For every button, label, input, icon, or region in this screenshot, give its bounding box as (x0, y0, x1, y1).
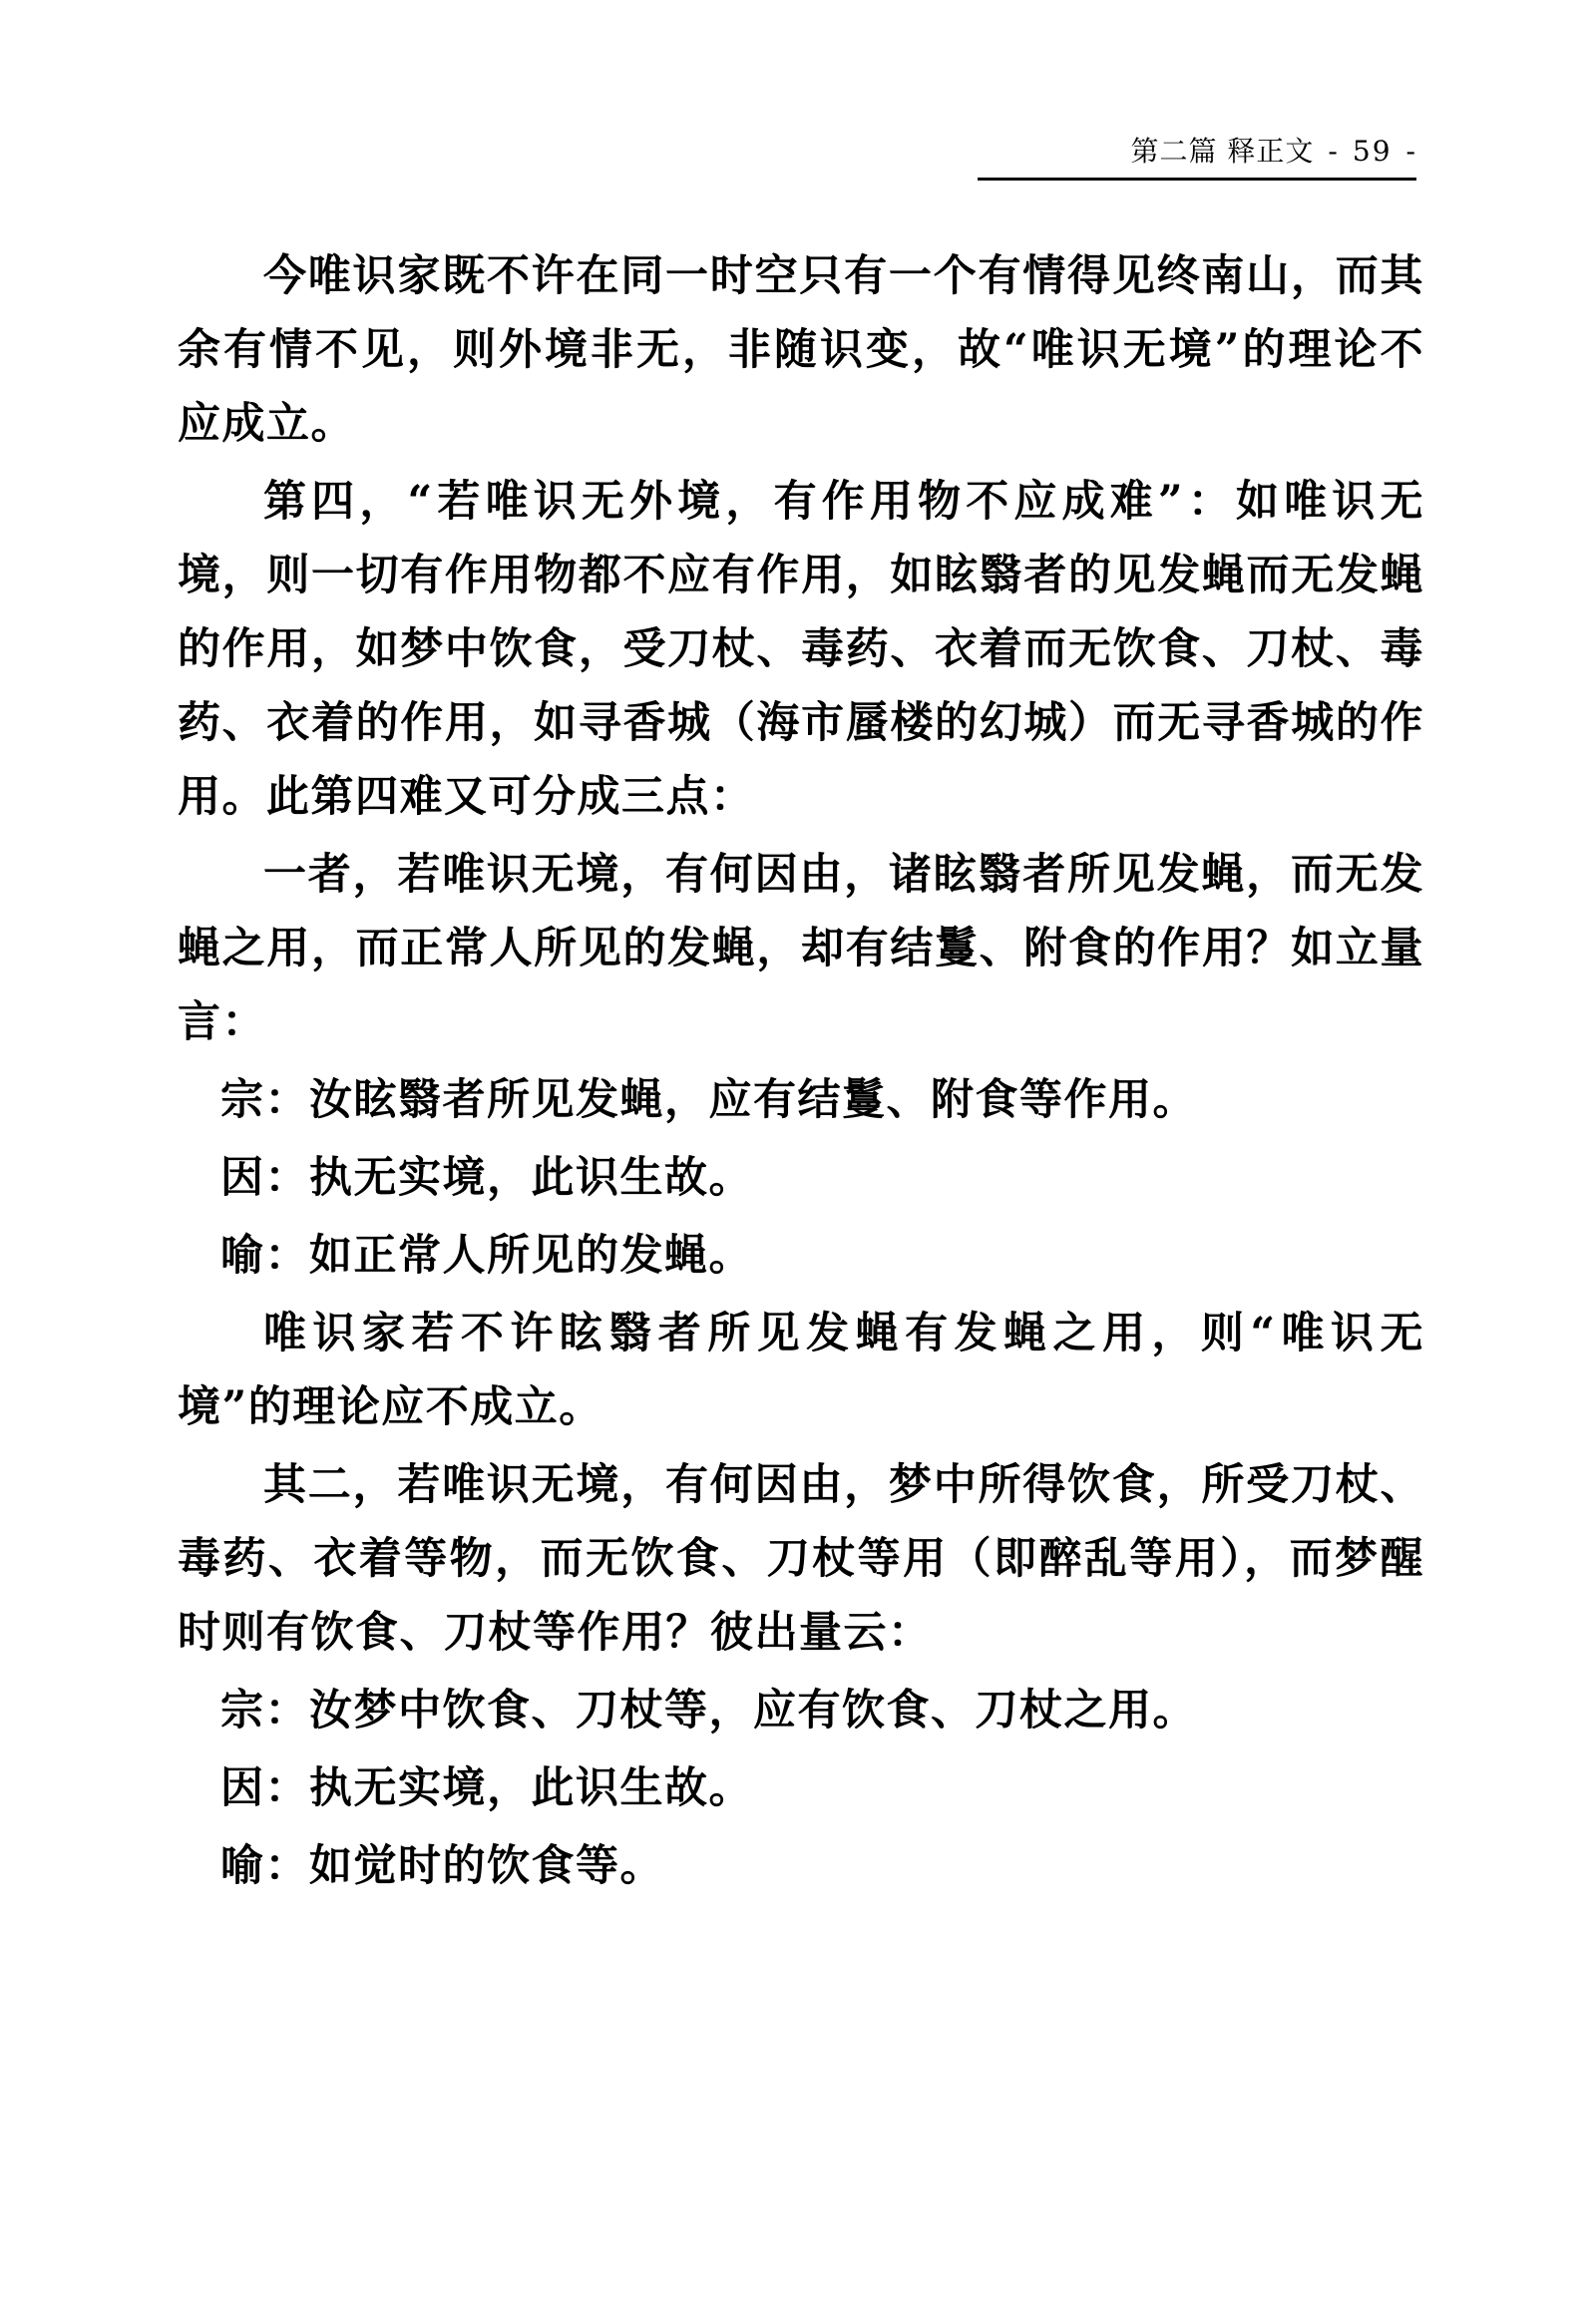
running-head-inner (1131, 130, 1416, 170)
page-number: 59 (1352, 135, 1393, 168)
paragraph: 今唯识家既不许在同一时空只有一个有情得见终南山，而其余有情不见，则外境非无，非随识变，故“唯识无境”的理论不应成立。 (178, 251, 1424, 449)
paragraph: 一者，若唯识无境，有何因由，诸眩翳者所见发蝇，而无发蝇之用，而正常人所见的发蝇，却有结鬘、附食的作用？如立量言： (178, 850, 1424, 1047)
running-head-separator-left: - (1328, 135, 1339, 168)
syllogism-thesis: 宗：汝梦中饮食、刀杖等，应有饮食、刀杖之用。 (220, 1686, 1197, 1735)
syllogism-thesis: 宗：汝眩翳者所见发蝇，应有结鬘、附食等作用。 (220, 1075, 1197, 1125)
paragraph: 唯识家若不许眩翳者所见发蝇有发蝇之用，则“唯识无境”的理论应不成立。 (178, 1309, 1424, 1432)
running-head (0, 130, 1596, 190)
syllogism-reason: 因：执无实境，此识生故。 (220, 1763, 753, 1813)
syllogism-example: 喻：如觉时的饮食等。 (220, 1841, 664, 1891)
running-head-chapter: 第二篇 释正文 (1130, 135, 1315, 168)
header-rule (978, 178, 1416, 181)
paragraph: 第四，“若唯识无外境，有作用物不应成难”：如唯识无境，则一切有作用物都不应有作用，如眩翳者的见发蝇而无发蝇的作用，如梦中饮食，受刀杖、毒药、衣着而无饮食、刀杖、毒药、衣着的作用，如寻香城（海市蜃楼的幻城）而无寻香城的作用。此第四难又可分成三点： (178, 477, 1424, 822)
body-text (178, 239, 1424, 1907)
syllogism-reason: 因：执无实境，此识生故。 (220, 1153, 753, 1203)
syllogism-example: 喻：如正常人所见的发蝇。 (220, 1231, 753, 1281)
paragraph: 其二，若唯识无境，有何因由，梦中所得饮食，所受刀杖、毒药、衣着等物，而无饮食、刀杖等用（即醉乱等用），而梦醒时则有饮食、刀杖等作用？彼出量云： (178, 1460, 1424, 1658)
running-head-separator-right: - (1405, 135, 1416, 168)
